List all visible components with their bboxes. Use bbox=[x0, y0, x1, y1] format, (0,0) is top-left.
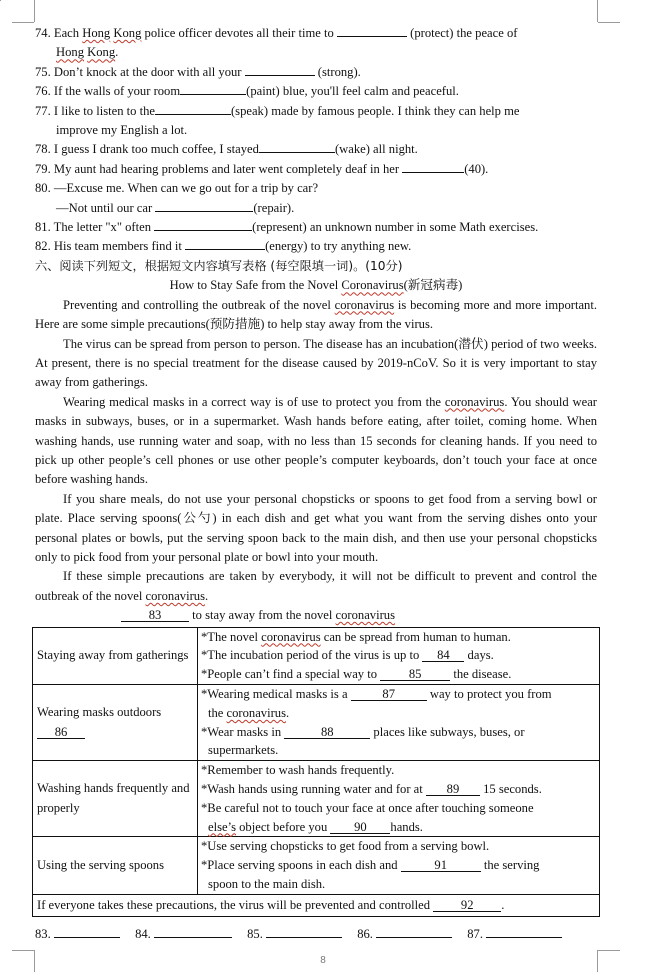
answer-blank-84[interactable]: 84 bbox=[422, 649, 464, 662]
question-82: 82. His team members find it (energy) to try anything new. bbox=[35, 239, 412, 254]
answer-item: 84. bbox=[135, 925, 232, 944]
table-row bbox=[33, 684, 600, 760]
passage-paragraph-4: If you share meals, do not use your personal chopsticks or spoons to get food from a serving bowl or plate. Place serving spoons(公勺) in each dish and get what you want from the serving dishes onto your personal plates or bowls, put the serving spoon back to the main dish, and then use your personal chopsticks only to pick food from your personal plate or bowl into your mouth. bbox=[35, 491, 597, 564]
row-heading: Wearing masks outdoors 86 bbox=[33, 684, 198, 760]
answer-item: 87. bbox=[467, 925, 562, 944]
section-heading: 六、阅读下列短文，根据短文内容填写表格 (每空限填一词)。(10分) bbox=[35, 258, 403, 273]
crop-mark bbox=[0, 0, 1, 1]
row-heading: Staying away from gatherings bbox=[33, 627, 198, 684]
table-row bbox=[33, 894, 600, 916]
answer-blank[interactable] bbox=[155, 102, 231, 115]
question-80: 80. —Excuse me. When can we go out for a trip by car? bbox=[35, 181, 319, 196]
crop-mark-top-right-h bbox=[598, 22, 620, 23]
answer-field-87[interactable] bbox=[486, 925, 562, 938]
question-78: 78. I guess I drank too much coffee, I stayed (wake) all night. bbox=[35, 142, 418, 157]
passage-paragraph-2: The virus can be spread from person to person. The disease has an incubation(潜伏) period of two weeks. At present, there is no special treatment for the disease caused by 2019-nCoV. So it is very important to stay away from gatherings. bbox=[35, 336, 597, 390]
passage-paragraph-1: Preventing and controlling the outbreak of the novel coronavirus is becoming more and more important. Here are some simple precautions(预防措施) to help stay away from the virus. bbox=[35, 297, 597, 332]
table-row bbox=[33, 627, 600, 684]
answer-blank-83[interactable]: 83 bbox=[121, 609, 189, 622]
table-row bbox=[33, 837, 600, 894]
page-number: 8 bbox=[320, 955, 326, 966]
answer-field-86[interactable] bbox=[376, 925, 452, 938]
answer-blank-90[interactable]: 90 bbox=[330, 821, 390, 834]
answer-blank[interactable] bbox=[402, 160, 464, 173]
row-heading: Washing hands frequently and properly bbox=[33, 761, 198, 837]
row-content: *Use serving chopsticks to get food from a serving bowl. *Place serving spoons in each dish and 91 the serving spoon to the main dish. bbox=[198, 837, 600, 894]
question-76: 76. If the walls of your room (paint) blue, you'll feel calm and peaceful. bbox=[35, 84, 459, 99]
document-page bbox=[35, 24, 597, 944]
answer-field-83[interactable] bbox=[54, 925, 120, 938]
answer-item: 85. bbox=[247, 925, 342, 944]
question-81: 81. The letter "x" often (represent) an unknown number in some Math exercises. bbox=[35, 220, 539, 235]
crop-mark-bottom-right-h bbox=[598, 950, 620, 951]
row-content: *Remember to wash hands frequently. *Wash hands using running water and for at 89 15 seconds. *Be careful not to touch your face at once after touching someone else’s object before you 90 hands. bbox=[198, 761, 600, 837]
answer-blank[interactable] bbox=[245, 63, 315, 76]
answer-blank-89[interactable]: 89 bbox=[426, 783, 480, 796]
crop-mark-top-left-h bbox=[12, 22, 34, 23]
question-75: 75. Don’t knock at the door with all your (strong). bbox=[35, 64, 361, 79]
table-row bbox=[33, 761, 600, 837]
crop-mark-top-left-v bbox=[34, 0, 35, 22]
crop-mark-bottom-left-h bbox=[12, 950, 34, 951]
answer-field-84[interactable] bbox=[154, 925, 232, 938]
passage-paragraph-3: Wearing medical masks in a correct way is of use to protect you from the coronavirus. You should wear masks in subways, buses, or in a supermarket. Wash hands before eating, after toilet, coming home. When washing hands, use running water and soap, with no less than 15 seconds for cleaning hands. If you need to pick up other people’s cell phones or use other people’s computer keyboards, don’t touch your face at once before washing hands. bbox=[35, 394, 598, 487]
question-74: 74. Each Hong Kong police officer devotes all their time to (protect) the peace of Hong Kong. bbox=[35, 26, 518, 60]
conclusion-row: If everyone takes these precautions, the virus will be prevented and controlled 92 . bbox=[33, 894, 600, 916]
row-content: *Wearing medical masks is a 87 way to protect you from the coronavirus. *Wear masks in 88 places like subways, buses, or supermarkets. bbox=[198, 684, 600, 760]
answer-blank[interactable] bbox=[185, 237, 265, 250]
question-80-reply: —Not until our car (repair). bbox=[56, 200, 295, 215]
answer-field-85[interactable] bbox=[266, 925, 342, 938]
answer-item: 83. bbox=[35, 925, 120, 944]
answer-blank-92[interactable]: 92 bbox=[433, 899, 501, 912]
answer-blank[interactable] bbox=[154, 218, 252, 231]
answer-blank-85[interactable]: 85 bbox=[380, 668, 450, 681]
answer-blank[interactable] bbox=[155, 199, 253, 212]
summary-table bbox=[32, 627, 600, 917]
question-77: 77. I like to listen to the (speak) made by famous people. I think they can help me improve my English a lot. bbox=[35, 103, 520, 138]
question-79: 79. My aunt had hearing problems and later went completely deaf in her (40). bbox=[35, 161, 489, 176]
answer-blank-86[interactable]: 86 bbox=[37, 726, 85, 739]
answer-blank[interactable] bbox=[337, 24, 407, 37]
answer-line bbox=[35, 925, 597, 944]
table-caption: 83 to stay away from the novel coronavirus bbox=[35, 606, 597, 625]
crop-mark-top-right-v bbox=[597, 0, 598, 22]
answer-blank-91[interactable]: 91 bbox=[401, 859, 481, 872]
answer-item: 86. bbox=[357, 925, 452, 944]
answer-blank[interactable] bbox=[180, 82, 246, 95]
row-heading: Using the serving spoons bbox=[33, 837, 198, 894]
answer-blank[interactable] bbox=[259, 140, 335, 153]
answer-blank-87[interactable]: 87 bbox=[351, 688, 427, 701]
answer-blank-88[interactable]: 88 bbox=[284, 726, 370, 739]
row-content: *The novel coronavirus can be spread from human to human. *The incubation period of the virus is up to 84 days. *People can’t find a special way to 85 the disease. bbox=[198, 627, 600, 684]
passage-title: How to Stay Safe from the Novel Coronavirus(新冠病毒) bbox=[169, 278, 463, 293]
passage-paragraph-5: If these simple precautions are taken by everybody, it will not be difficult to prevent and control the outbreak of the novel coronavirus. bbox=[35, 569, 597, 603]
